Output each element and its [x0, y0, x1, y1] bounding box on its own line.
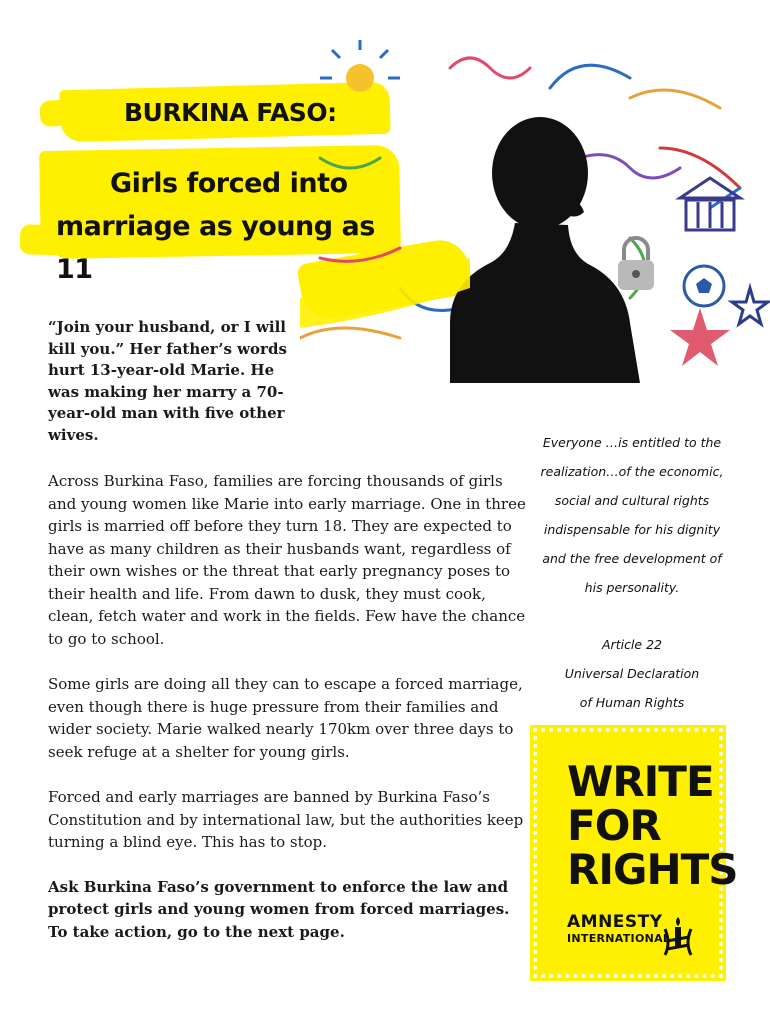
campaign-logo-text	[567, 757, 738, 894]
headline-line-1: Girls forced into	[110, 168, 348, 199]
starfish-icon	[670, 308, 730, 366]
building-icon	[680, 178, 740, 230]
write-for-rights-stamp	[533, 728, 738, 978]
udhr-source-line-2: of Human Rights	[579, 695, 685, 710]
udhr-source-line-1: Universal Declaration	[564, 666, 700, 681]
highlight-stroke	[300, 258, 470, 328]
stamp-line-3: RIGHTS	[567, 845, 738, 894]
illustration	[300, 38, 770, 398]
star-icon	[732, 288, 768, 324]
article-body	[48, 470, 526, 966]
amnesty-name: AMNESTY	[567, 912, 663, 932]
header-highlight-stroke	[39, 99, 80, 127]
country-kicker: BURKINA FASO:	[124, 98, 337, 127]
stamp-line-2: FOR	[567, 801, 661, 850]
body-paragraph-1: Across Burkina Faso, families are forcing thousands of girls and young women like Marie into early marriage. One in three girls is married off before they turn 18. They are expected to have as many children as their husbands want, regardless of their own wishes or the threat that early pregnancy poses to their health and life. From dawn to dusk, they must cook, clean, fetch water and work in the fields. Few have the chance to go to school.	[48, 472, 526, 648]
international-name: INTERNATIONAL	[567, 932, 671, 945]
body-paragraph-3: Forced and early marriages are banned by Burkina Faso’s Constitution and by international law, but the authorities keep turning a blind eye. This has to stop.	[48, 788, 524, 851]
headline-line-2: marriage as young as 11	[56, 211, 375, 285]
football-icon	[684, 266, 724, 306]
udhr-article: Article 22	[602, 637, 662, 652]
candle-logo-icon	[661, 915, 695, 959]
udhr-quote: Everyone …is entitled to the realization…of the economic, social and cultural rights indispensable for his dignity and the free development of his personality.	[540, 435, 724, 595]
udhr-quote-block	[532, 428, 732, 717]
body-paragraph-2: Some girls are doing all they can to escape a forced marriage, even though there is huge pressure from their families and wider society. Marie walked nearly 170km over three days to seek refuge at a shelter for young girls.	[48, 675, 523, 761]
amnesty-logo-text	[567, 912, 670, 945]
stamp-line-1: WRITE	[567, 757, 714, 806]
sun-icon	[320, 40, 400, 92]
call-to-action: Ask Burkina Faso’s government to enforce the law and protect girls and young women from forced marriages. To take action, go to the next page.	[48, 877, 510, 941]
pull-quote: “Join your husband, or I will kill you.” Her father’s words hurt 13-year-old Marie. He was making her marry a 70-year-old man with five other wives.	[48, 318, 287, 444]
udhr-reference	[532, 630, 732, 717]
